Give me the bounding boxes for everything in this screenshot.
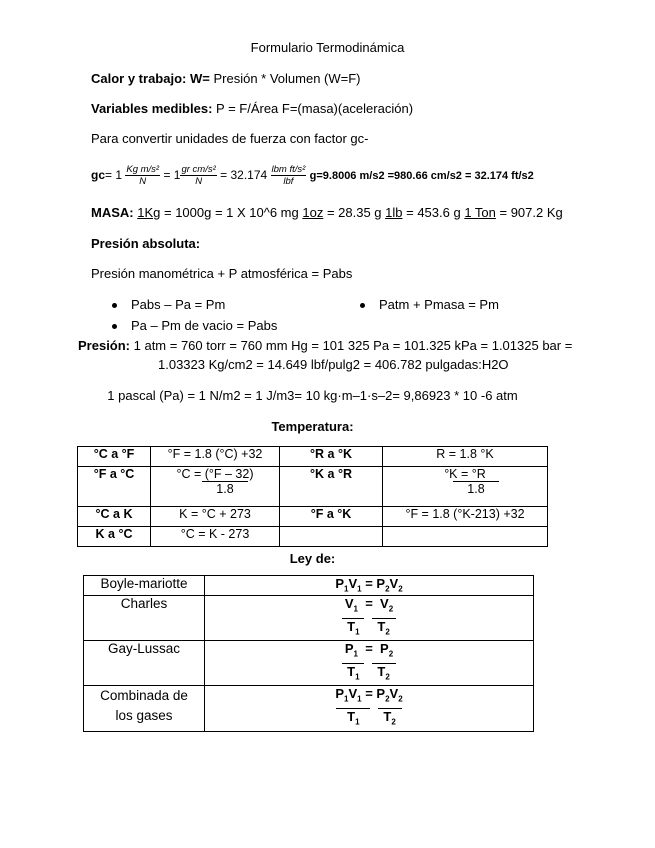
presion-line1-text: 1 atm = 760 torr = 760 mm Hg = 101 325 Pa = 101.325 kPa = 1.01325 bar = xyxy=(130,338,573,353)
gc-f3-den: lbf xyxy=(283,176,294,188)
gc-eq2: = 1 xyxy=(163,168,181,182)
temp-r4-b: °C = K - 273 xyxy=(151,527,280,547)
masa-oz: 1oz xyxy=(302,205,324,220)
ley-charles-formula: $V_1 = V_2$ $T_1$ $T_2$ xyxy=(205,596,534,641)
pascal-line: 1 pascal (Pa) = 1 N/m2 = 1 J/m3= 10 kg·m–1·s–2= 9,86923 * 10 -6 atm xyxy=(107,388,518,403)
temp-r1-d: R = 1.8 °K xyxy=(383,447,548,467)
masa-kg: 1Kg xyxy=(137,205,161,220)
temp-r2-d xyxy=(383,467,548,507)
temp-r2-d-top: °K = °R xyxy=(444,467,486,481)
masa-ton-text: = 907.2 Kg xyxy=(495,205,563,220)
bullet-1-text: Pabs – Pa = Pm xyxy=(131,297,226,312)
bullet-item-2 xyxy=(360,297,499,312)
ley-combinada-line2: los gases xyxy=(115,708,173,724)
ley-row-charles xyxy=(84,596,534,641)
gc-f1-den: N xyxy=(139,176,147,188)
temp-r4-a: K a °C xyxy=(78,527,151,547)
temp-r2-b-den: 1.8 xyxy=(202,481,248,496)
ley-gay-name: Gay-Lussac xyxy=(84,641,205,686)
page-title: Formulario Termodinámica xyxy=(250,40,405,55)
masa-ton: 1 Ton xyxy=(464,205,496,220)
presion-manometrica: Presión manométrica + P atmosférica = Pabs xyxy=(91,266,353,281)
calor-formula: Presión * Volumen (W=F) xyxy=(209,71,361,86)
masa-lb-text: = 453.6 g xyxy=(402,205,465,220)
gc-tail: g=9.8006 m/s2 =980.66 cm/s2 = 32.174 ft/s2 xyxy=(309,170,534,182)
temp-r2-c: °K a °R xyxy=(280,467,383,507)
ley-combinada-formula: $P_1V_1 = P_2V_2$ $T_1$ $T_2$ xyxy=(205,686,534,731)
temp-r3-c: °F a °K xyxy=(280,507,383,527)
temp-r4-d xyxy=(383,527,548,547)
variables-formula: P = F/Área F=(masa)(aceleración) xyxy=(212,101,414,116)
temp-r2-b xyxy=(151,467,280,507)
presion-line-2: 1.03323 Kg/cm2 = 14.649 lbf/pulg2 = 406.782 pulgadas:H2O xyxy=(158,357,509,372)
temperatura-table xyxy=(77,446,548,547)
variables-line xyxy=(91,101,413,116)
presion-line-1 xyxy=(78,338,572,353)
bullet-icon xyxy=(112,324,117,329)
ley-combinada-line1: Combinada de xyxy=(100,688,188,704)
gc-f3-num: lbm ft/s² xyxy=(271,164,306,176)
bullet-item-3 xyxy=(112,318,277,333)
temp-r1-c: °R a °K xyxy=(280,447,383,467)
temp-row-2 xyxy=(78,467,548,507)
masa-kg-text: = 1000g = 1 X 10^6 mg xyxy=(160,205,303,220)
bullet-icon xyxy=(112,303,117,308)
temp-r2-a: °F a °C xyxy=(78,467,151,507)
gc-line xyxy=(91,160,534,191)
gc-fraction-1 xyxy=(125,164,160,187)
presion-absoluta-heading: Presión absoluta: xyxy=(91,236,201,251)
masa-oz-text: = 28.35 g xyxy=(323,205,386,220)
masa-lb: 1lb xyxy=(385,205,403,220)
temp-row-4 xyxy=(78,527,548,547)
temp-r1-b: °F = 1.8 (°C) +32 xyxy=(151,447,280,467)
masa-line xyxy=(91,205,563,220)
leyes-table xyxy=(83,575,534,732)
gc-label: gc xyxy=(91,168,106,182)
ley-row-boyle xyxy=(84,576,534,596)
masa-label: MASA: xyxy=(91,205,134,220)
ley-charles-name: Charles xyxy=(84,596,205,641)
temp-row-3 xyxy=(78,507,548,527)
leyes-heading: Ley de: xyxy=(289,551,336,566)
temp-row-1 xyxy=(78,447,548,467)
gc-eq3: = 32.174 xyxy=(220,168,268,182)
temperatura-heading: Temperatura: xyxy=(271,419,354,434)
calor-label: Calor y trabajo: xyxy=(91,71,187,86)
temp-r3-d: °F = 1.8 (°K-213) +32 xyxy=(383,507,548,527)
presion-label: Presión: xyxy=(78,338,131,353)
temp-r4-c xyxy=(280,527,383,547)
gc-fraction-2 xyxy=(180,164,216,187)
gc-fraction-3 xyxy=(271,164,307,187)
bullet-item-1 xyxy=(112,297,225,312)
temp-r3-b: K = °C + 273 xyxy=(151,507,280,527)
temp-r3-a: °C a K xyxy=(78,507,151,527)
gc-f2-num: gr cm/s² xyxy=(181,164,216,176)
temp-r1-a: °C a °F xyxy=(78,447,151,467)
variables-label: Variables medibles: xyxy=(91,101,213,116)
temp-r2-b-top: °C = (°F – 32) xyxy=(176,467,254,481)
gc-f2-den: N xyxy=(195,176,203,188)
ley-boyle-name: Boyle-mariotte xyxy=(84,576,205,596)
convert-text: Para convertir unidades de fuerza con factor gc- xyxy=(91,131,369,146)
bullet-2-text: Patm + Pmasa = Pm xyxy=(379,297,499,312)
calor-line xyxy=(91,71,361,86)
gc-eq1: = 1 xyxy=(105,168,123,182)
ley-boyle-formula: $P_1V_1 = P_2V_2$ xyxy=(205,576,534,596)
calor-w: W= xyxy=(189,71,210,86)
ley-gay-formula: $P_1 = P_2$ $T_1$ $T_2$ xyxy=(205,641,534,686)
bullet-icon xyxy=(360,303,365,308)
ley-row-combinada xyxy=(84,686,534,731)
gc-f1-num: Kg m/s² xyxy=(126,164,160,176)
ley-combinada-name xyxy=(84,686,205,731)
ley-row-gay xyxy=(84,641,534,686)
bullet-3-text: Pa – Pm de vacio = Pabs xyxy=(131,318,278,333)
temp-r2-d-den: 1.8 xyxy=(453,481,499,496)
